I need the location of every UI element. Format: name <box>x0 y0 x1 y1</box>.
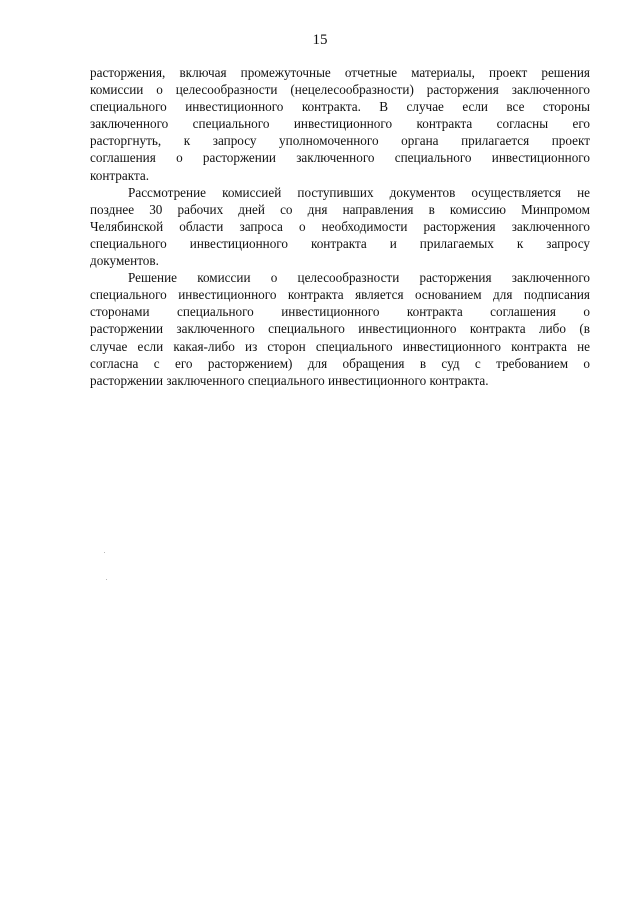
text-line: расторжении заключенного специального инвестиционного контракта либо (в <box>90 321 590 337</box>
text-line: позднее 30 рабочих дней со дня направления в комиссию Минпромом <box>90 201 590 217</box>
text-line: расторжении заключенного специального инвестиционного контракта. <box>90 372 489 388</box>
text-line: расторгнуть, к запросу уполномоченного органа прилагается проект <box>90 133 590 149</box>
page-number: 15 <box>312 32 328 48</box>
text-line: комиссии о целесообразности (нецелесообразности) расторжения заключенного <box>90 82 590 98</box>
paragraph-2 <box>90 184 590 269</box>
document-body <box>90 64 590 389</box>
text-line: специального инвестиционного контракта и прилагаемых к запросу <box>90 235 590 251</box>
text-line: специального инвестиционного контракта является основанием для подписания <box>90 287 590 303</box>
text-line: Рассмотрение комиссией поступивших документов осуществляется не <box>128 184 590 200</box>
text-line: согласна с его расторжением) для обращения в суд с требованием о <box>90 355 590 371</box>
text-line: заключенного специального инвестиционного контракта согласны его <box>90 116 590 132</box>
text-line: сторонами специального инвестиционного контракта соглашения о <box>90 304 590 320</box>
text-line: Челябинской области запроса о необходимости расторжения заключенного <box>90 218 590 234</box>
text-line: документов. <box>90 253 159 269</box>
text-line: Решение комиссии о целесообразности расторжения заключенного <box>128 270 590 286</box>
text-line: соглашения о расторжении заключенного специального инвестиционного <box>90 150 590 166</box>
text-line: специального инвестиционного контракта. В случае если все стороны <box>90 99 590 115</box>
text-line: случае если какая-либо из сторон специального инвестиционного контракта не <box>90 338 590 354</box>
paragraph-3 <box>90 269 590 389</box>
scan-speck <box>106 579 107 580</box>
paragraph-1 <box>90 64 590 184</box>
text-line: контракта. <box>90 167 150 183</box>
scan-speck <box>104 552 105 553</box>
text-line: расторжения, включая промежуточные отчетные материалы, проект решения <box>90 65 590 80</box>
